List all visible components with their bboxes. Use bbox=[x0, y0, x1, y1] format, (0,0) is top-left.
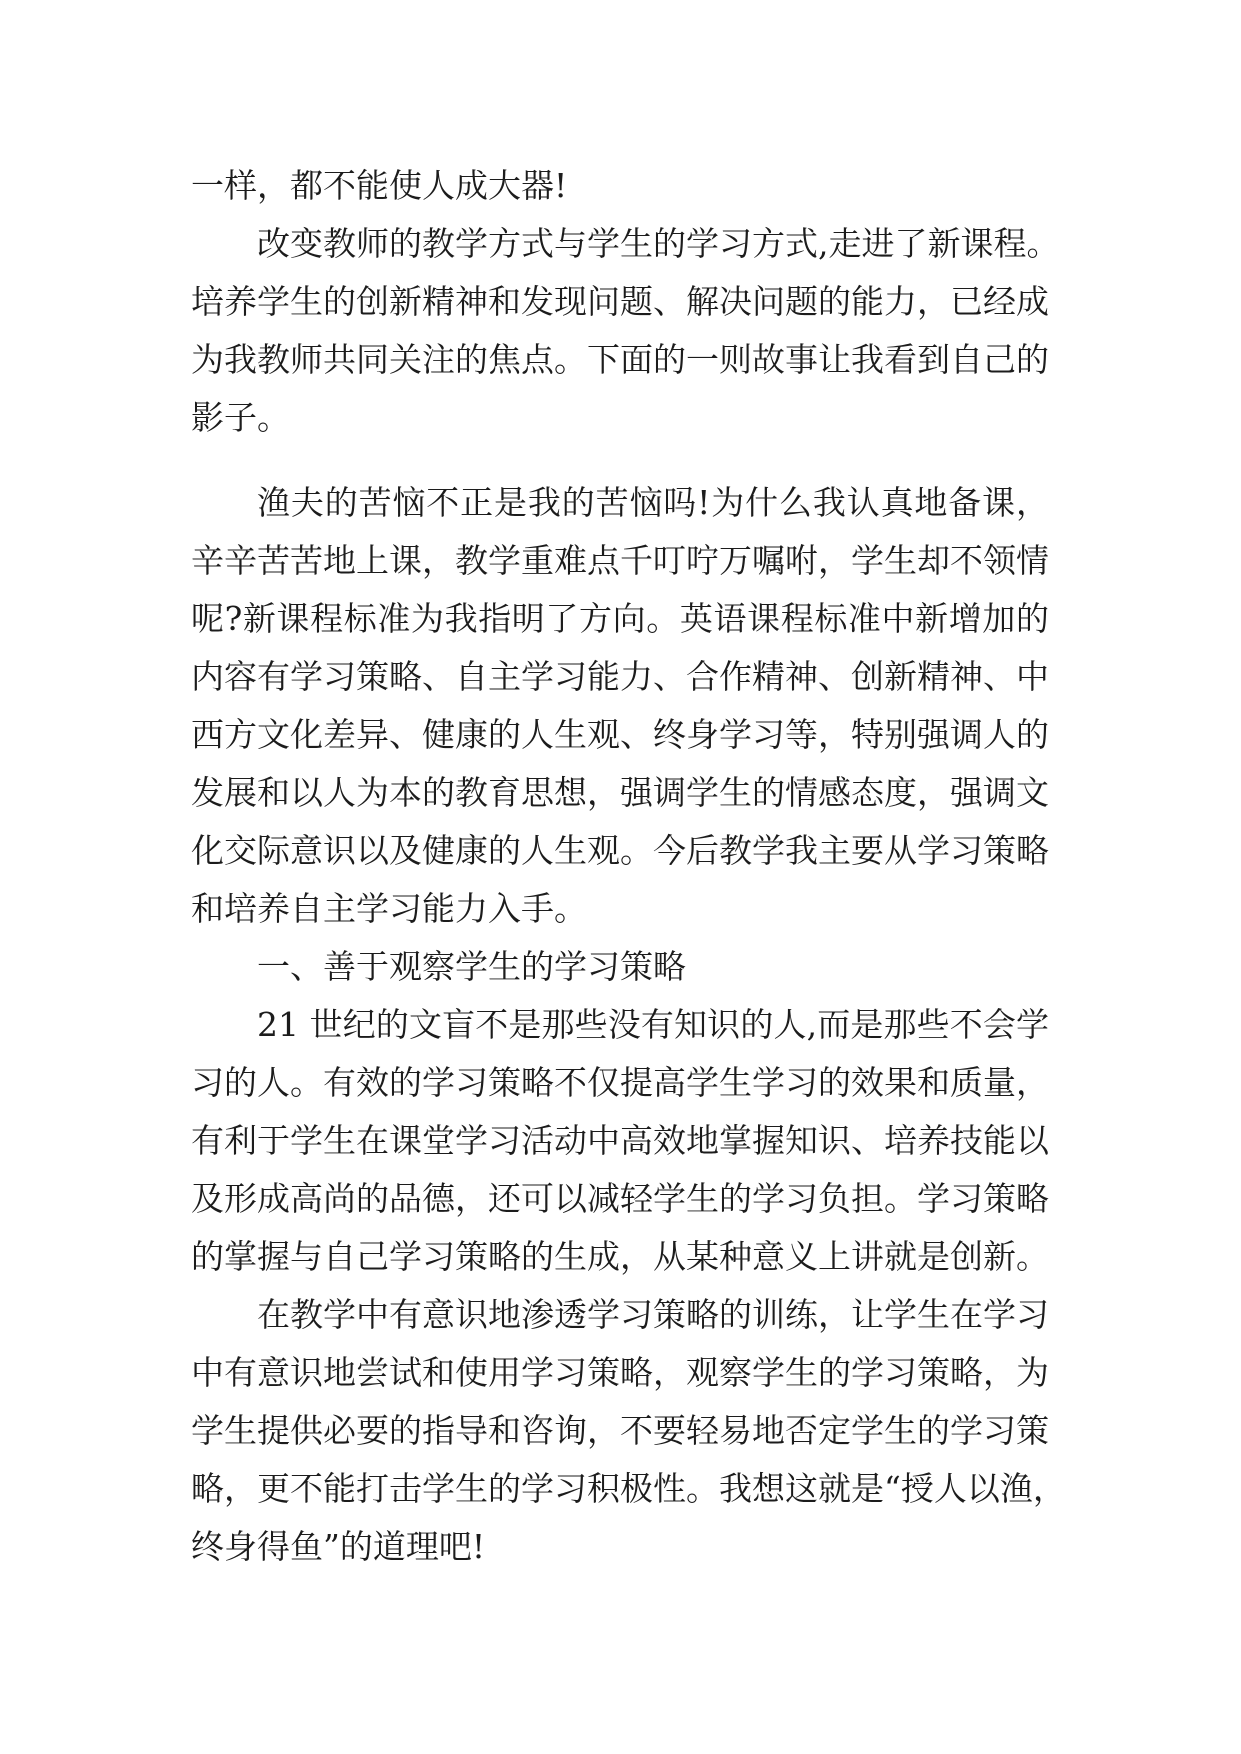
text-line: 和培养自主学习能力入手。 bbox=[191, 889, 587, 928]
text-line: 的掌握与自己学习策略的生成，从某种意义上讲就是创新。 bbox=[191, 1237, 1049, 1276]
paragraph bbox=[191, 474, 1049, 938]
text-line: 有利于学生在课堂学习活动中高效地掌握知识、培养技能以 bbox=[191, 1121, 1049, 1160]
text-line: 及形成高尚的品德，还可以减轻学生的学习负担。学习策略 bbox=[191, 1179, 1049, 1218]
text-line: 中有意识地尝试和使用学习策略，观察学生的学习策略，为 bbox=[191, 1353, 1049, 1392]
paragraph bbox=[191, 1286, 1066, 1576]
paragraph bbox=[191, 215, 1060, 447]
text-line: 内容有学习策略、自主学习能力、合作精神、创新精神、中 bbox=[191, 657, 1049, 696]
text-line: 渔夫的苦恼不正是我的苦恼吗!为什么我认真地备课， bbox=[257, 483, 1049, 522]
text-line: 为我教师共同关注的焦点。下面的一则故事让我看到自己的 bbox=[191, 340, 1049, 379]
text-line: 化交际意识以及健康的人生观。今后教学我主要从学习策略 bbox=[191, 831, 1049, 870]
text-line: 终身得鱼”的道理吧! bbox=[191, 1527, 486, 1566]
text-line: 略，更不能打击学生的学习积极性。我想这就是“授人以渔， bbox=[191, 1469, 1066, 1508]
text-line: 培养学生的创新精神和发现问题、解决问题的能力，已经成 bbox=[191, 282, 1049, 321]
text-line: 习的人。有效的学习策略不仅提高学生学习的效果和质量， bbox=[191, 1063, 1049, 1102]
text-line: 在教学中有意识地渗透学习策略的训练，让学生在学习 bbox=[257, 1295, 1049, 1334]
text-line: 改变教师的教学方式与学生的学习方式,走进了新课程。 bbox=[257, 224, 1060, 263]
paragraph bbox=[191, 996, 1049, 1286]
paragraph bbox=[191, 157, 1049, 215]
text-line: 辛辛苦苦地上课，教学重难点千叮咛万嘱咐，学生却不领情 bbox=[191, 541, 1049, 580]
section-heading bbox=[191, 938, 1049, 996]
text-line: 呢?新课程标准为我指明了方向。英语课程标准中新增加的 bbox=[191, 599, 1049, 638]
text-line: 21 世纪的文盲不是那些没有知识的人,而是那些不会学 bbox=[257, 1005, 1049, 1044]
section-heading-text: 一、善于观察学生的学习策略 bbox=[257, 947, 686, 986]
text-line: 发展和以人为本的教育思想，强调学生的情感态度，强调文 bbox=[191, 773, 1049, 812]
body-text bbox=[191, 157, 1066, 1576]
text-line: 学生提供必要的指导和咨询，不要轻易地否定学生的学习策 bbox=[191, 1411, 1049, 1450]
text-line: 一样，都不能使人成大器! bbox=[191, 166, 568, 205]
text-line: 西方文化差异、健康的人生观、终身学习等，特别强调人的 bbox=[191, 715, 1049, 754]
text-line: 影子。 bbox=[191, 398, 290, 437]
